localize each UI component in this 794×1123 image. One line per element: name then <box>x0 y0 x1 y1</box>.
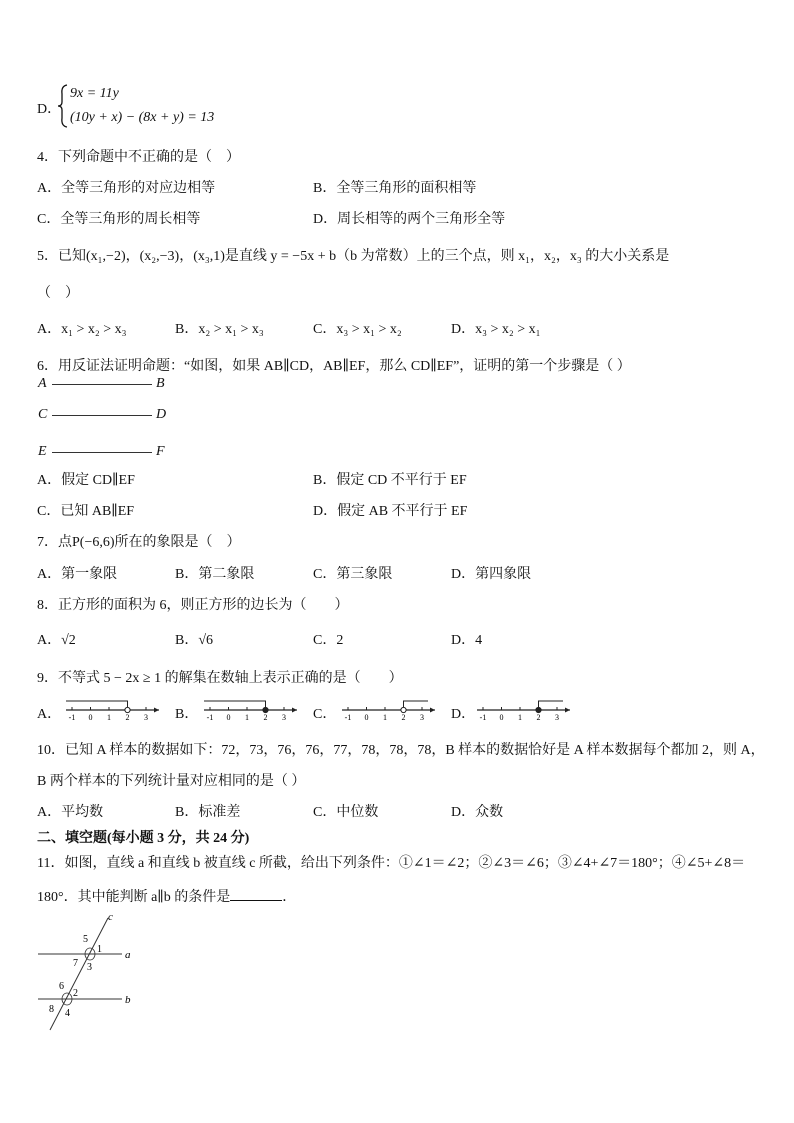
q10-option-b[interactable]: B．标准差 <box>175 805 241 820</box>
axis-arrow-icon <box>565 708 570 713</box>
tick-label: 0 <box>88 713 93 722</box>
q8-option-a[interactable]: A．√2 <box>37 633 76 648</box>
section-title: 二、填空题(每小题 3 分，共 24 分) <box>37 831 250 846</box>
solution-ray <box>204 701 266 710</box>
q6-option-d[interactable]: D．假定 AB 不平行于 EF <box>313 504 468 519</box>
q10-option-c[interactable]: C．中位数 <box>313 805 379 820</box>
q7-stem: 7．点P(−6,6)所在的象限是（ ） <box>37 535 241 550</box>
tick-label: 2 <box>536 713 541 722</box>
q6-label-c: C <box>38 407 48 422</box>
q6-label-e: E <box>38 444 47 459</box>
axis-arrow-icon <box>154 708 159 713</box>
tick-label: -1 <box>206 713 214 722</box>
tick-label: 3 <box>144 713 148 722</box>
q7-option-c[interactable]: C．第三象限 <box>313 567 393 582</box>
q7-option-a[interactable]: A．第一象限 <box>37 567 118 582</box>
q8-stem: 8．正方形的面积为 6，则正方形的边长为（ ） <box>37 598 349 613</box>
tick-label: 1 <box>383 713 387 722</box>
q5-stem: 5．已知(x₁,−2)，(x₂,−3)，(x₃,1)是直线 y = −5x + b（b 为常数）上的三个点，则 x₁，x₂，x₃ 的大小关系是 <box>37 249 670 264</box>
q11-line-1: 11．如图，直线 a 和直线 b 被直线 c 所截，给出下列条件：①∠1＝∠2；②∠3＝∠6；③∠4+∠7＝180°；④∠5+∠8＝ <box>37 856 746 871</box>
q10-line-1: 10．已知 A 样本的数据如下：72，73，76，76，77，78，78，78，B 样本的数据恰好是 A 样本数据每个都加 2，则 A， <box>37 743 765 758</box>
tick-label: 3 <box>555 713 559 722</box>
q11-figure <box>30 910 140 1035</box>
q9-option-d-label[interactable]: D． <box>451 707 476 722</box>
q11-line-2 <box>37 886 296 906</box>
q4-stem: 4．下列命题中不正确的是（ ） <box>37 150 240 165</box>
q6-label-b: B <box>156 376 165 391</box>
q11-end: ． <box>282 890 297 905</box>
answer-blank[interactable] <box>230 888 282 901</box>
number-line-c <box>340 696 440 724</box>
q11-line-2-text: 180°．其中能判断 a∥b 的条件是 <box>37 890 231 905</box>
tick-label: 1 <box>107 713 111 722</box>
tick-label: 1 <box>245 713 249 722</box>
number-line-d <box>475 696 575 724</box>
solution-ray <box>539 701 564 710</box>
tick-label: 0 <box>226 713 231 722</box>
q5-paren: （ ） <box>37 286 79 301</box>
fig-angle-4: 4 <box>65 1008 70 1019</box>
q8-option-b[interactable]: B．√6 <box>175 633 214 648</box>
q5-option-d[interactable]: D．x₃ > x₂ > x₁ <box>451 322 541 337</box>
q4-option-a[interactable]: A．全等三角形的对应边相等 <box>37 181 216 196</box>
q6-option-b[interactable]: B．假定 CD 不平行于 EF <box>313 473 467 488</box>
brace-icon <box>56 84 70 128</box>
q6-label-a: A <box>38 376 47 391</box>
q6-stem: 6．用反证法证明命题：“如图，如果 AB∥CD，AB∥EF，那么 CD∥EF”，证明的第一个步骤是（ ） <box>37 359 631 374</box>
q6-option-a[interactable]: A．假定 CD∥EF <box>37 473 135 488</box>
fig-angle-7: 7 <box>73 958 78 969</box>
q5-option-a[interactable]: A．x₁ > x₂ > x₃ <box>37 322 127 337</box>
tick-label: -1 <box>344 713 352 722</box>
tick-label: 0 <box>499 713 504 722</box>
q4-option-d[interactable]: D．周长相等的两个三角形全等 <box>313 212 506 227</box>
tick-label: 2 <box>263 713 268 722</box>
tick-label: 2 <box>401 713 406 722</box>
q3-option-d-label[interactable]: D． <box>37 102 62 117</box>
line-cd <box>52 415 152 416</box>
q6-label-d: D <box>156 407 167 422</box>
endpoint-dot <box>263 707 268 712</box>
solution-ray <box>66 701 128 710</box>
q10-line-2: B 两个样本的下列统计量对应相同的是（ ） <box>37 774 306 789</box>
fig-angle-5: 5 <box>83 934 88 945</box>
fig-angle-8: 8 <box>49 1004 54 1015</box>
tick-label: -1 <box>68 713 76 722</box>
q6-option-c[interactable]: C．已知 AB∥EF <box>37 504 135 519</box>
tick-label: 0 <box>364 713 369 722</box>
tick-label: 1 <box>518 713 522 722</box>
number-line-a <box>64 696 164 724</box>
q3-equation-1: 9x = 11y <box>70 86 119 101</box>
solution-ray <box>404 701 429 710</box>
fig-angle-6: 6 <box>59 981 64 992</box>
line-ab <box>52 384 152 385</box>
line-c <box>50 918 108 1030</box>
tick-label: -1 <box>479 713 487 722</box>
q5-option-b[interactable]: B．x₂ > x₁ > x₃ <box>175 322 264 337</box>
q9-option-b-label[interactable]: B． <box>175 707 199 722</box>
q8-option-d[interactable]: D．4 <box>451 633 483 648</box>
axis-arrow-icon <box>292 708 297 713</box>
fig-angle-1: 1 <box>97 944 102 955</box>
endpoint-dot <box>401 707 406 712</box>
q9-option-c-label[interactable]: C． <box>313 707 337 722</box>
fig-label-b: b <box>125 994 131 1006</box>
tick-label: 3 <box>420 713 424 722</box>
fig-angle-3: 3 <box>87 962 92 973</box>
q3-equation-2: (10y + x) − (8x + y) = 13 <box>70 110 215 125</box>
q10-option-d[interactable]: D．众数 <box>451 805 504 820</box>
q4-option-c[interactable]: C．全等三角形的周长相等 <box>37 212 201 227</box>
q9-option-a-label[interactable]: A． <box>37 707 62 722</box>
tick-label: 2 <box>125 713 130 722</box>
tick-label: 3 <box>282 713 286 722</box>
q9-stem: 9．不等式 5 − 2x ≥ 1 的解集在数轴上表示正确的是（ ） <box>37 671 403 686</box>
fig-label-c: c <box>108 911 113 923</box>
q5-option-c[interactable]: C．x₃ > x₁ > x₂ <box>313 322 402 337</box>
fig-label-a: a <box>125 949 131 961</box>
q7-option-d[interactable]: D．第四象限 <box>451 567 532 582</box>
axis-arrow-icon <box>430 708 435 713</box>
number-line-b <box>202 696 302 724</box>
q10-option-a[interactable]: A．平均数 <box>37 805 104 820</box>
q6-label-f: F <box>156 444 165 459</box>
fig-angle-2: 2 <box>73 988 78 999</box>
q7-option-b[interactable]: B．第二象限 <box>175 567 255 582</box>
endpoint-dot <box>536 707 541 712</box>
line-ef <box>52 452 152 453</box>
q8-option-c[interactable]: C．2 <box>313 633 344 648</box>
endpoint-dot <box>125 707 130 712</box>
q4-option-b[interactable]: B．全等三角形的面积相等 <box>313 181 477 196</box>
